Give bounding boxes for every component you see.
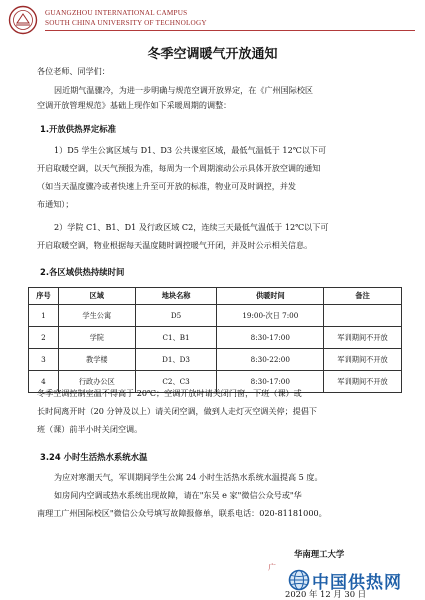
table-cell: 学院 — [58, 327, 135, 349]
intro-line: 空调开放管理规范》基础上现作如下采暖周期的调整： — [37, 100, 232, 110]
paragraph-line: （如当天温度骤冷或者快速上升至可开放的标准，物业可及时调控，并发 — [37, 181, 297, 191]
table-cell: C2、C3 — [135, 371, 217, 393]
table-cell: 19:00-次日 7:00 — [217, 305, 324, 327]
signing-date: 2020 年 12 月 30 日 — [285, 589, 367, 599]
table-row — [29, 327, 402, 349]
table-cell: C1、B1 — [135, 327, 217, 349]
column-header: 地块名称 — [135, 288, 217, 305]
heating-schedule-table — [28, 287, 402, 393]
section-2-heading: 2.各区域供热持续时间 — [40, 267, 125, 277]
paragraph-line: 为应对寒潮天气，军训期间学生公寓 24 小时生活热水系统水温提高 5 度。 — [54, 472, 323, 482]
table-row — [29, 305, 402, 327]
watermark-text: 中国供热网 — [312, 573, 402, 593]
table-cell: 2 — [29, 327, 59, 349]
table-cell: 4 — [29, 371, 59, 393]
table-cell: 学生公寓 — [58, 305, 135, 327]
table-cell: 3 — [29, 349, 59, 371]
university-name-en: SOUTH CHINA UNIVERSITY OF TECHNOLOGY — [45, 19, 207, 27]
notice-title: 冬季空调暖气开放通知 — [147, 47, 278, 62]
table-cell: 军训期间不开放 — [324, 371, 402, 393]
official-stamp-text: 广 — [268, 563, 276, 572]
column-header: 序号 — [29, 288, 59, 305]
table-header-row — [29, 288, 402, 305]
table-cell: 军训期间不开放 — [324, 349, 402, 371]
paragraph-line: 冬季空调控制室温不得高于 20℃；空调开放时请关闭门窗，下班（课）或 — [37, 388, 302, 398]
globe-icon — [288, 569, 310, 591]
table-cell: 教学楼 — [58, 349, 135, 371]
column-header: 区域 — [58, 288, 135, 305]
paragraph-line: 长时间离开时（20 分钟及以上）请关闭空调，做到人走灯灭空调关停；提倡下 — [37, 406, 317, 416]
campus-name-en: GUANGZHOU INTERNATIONAL CAMPUS — [45, 9, 188, 17]
table-row — [29, 349, 402, 371]
paragraph-line: 班（课）前半小时关闭空调。 — [37, 424, 143, 434]
table-cell: 8:30-22:00 — [217, 349, 324, 371]
greeting: 各位老师、同学们： — [37, 66, 110, 76]
table-cell: 8:30-17:00 — [217, 327, 324, 349]
letterhead — [0, 0, 425, 44]
paragraph-line: 如房间内空调或热水系统出现故障，请在"东吴 e 家"微信公众号或"华 — [54, 490, 302, 500]
table-cell: 行政办公区 — [58, 371, 135, 393]
header-divider — [45, 30, 415, 31]
column-header: 供暖时间 — [217, 288, 324, 305]
table-cell: D1、D3 — [135, 349, 217, 371]
site-watermark — [288, 566, 424, 594]
section-1-heading: 1.开放供热界定标准 — [40, 124, 117, 134]
paragraph-line: 布通知）； — [37, 199, 74, 209]
table-cell: D5 — [135, 305, 217, 327]
paragraph-line: 南理工广州国际校区"微信公众号填写故障报修单，联系电话：020-81181000。 — [37, 508, 327, 518]
intro-line: 因近期气温骤冷，为进一步明确与规范空调开放界定，在《广州国际校区 — [54, 85, 314, 95]
paragraph-line: 1）D5 学生公寓区域与 D1、D3 公共课室区域，最低气温低于 12℃以下可 — [54, 145, 327, 155]
paragraph-line: 2）学院 C1、B1、D1 及行政区域 C2，连续三天最低气温低于 12℃以下可 — [54, 222, 329, 232]
column-header: 备注 — [324, 288, 402, 305]
paragraph-line: 开启取暖空调，物业根据每天温度随时调控暖气开闭，并及时公示相关信息。 — [37, 240, 313, 250]
paragraph-line: 开启取暖空调，以天气预报为准，每周为一个周期滚动公示具体开放空调的通知 — [37, 163, 321, 173]
signing-organization: 华南理工大学 — [294, 549, 345, 559]
table-cell: 8:30-17:00 — [217, 371, 324, 393]
university-logo-icon — [8, 5, 38, 35]
table-cell: 军训期间不开放 — [324, 327, 402, 349]
section-3-heading: 3.24 小时生活热水系统水温 — [40, 452, 148, 462]
table-cell: 1 — [29, 305, 59, 327]
table-cell — [324, 305, 402, 327]
